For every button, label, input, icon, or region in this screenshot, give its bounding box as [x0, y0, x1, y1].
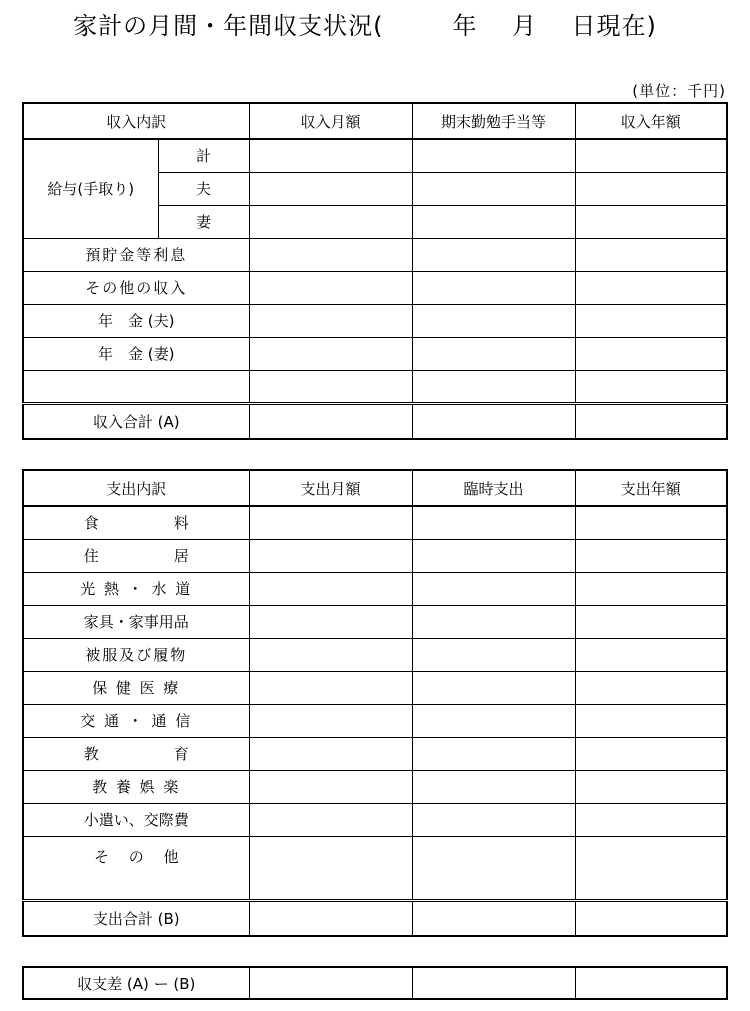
table-row: [23, 671, 727, 704]
input-cell[interactable]: [249, 271, 412, 304]
input-cell[interactable]: [575, 737, 727, 770]
input-cell[interactable]: [575, 139, 727, 172]
expense-total-row: [23, 900, 727, 936]
input-cell[interactable]: [249, 172, 412, 205]
table-row: [23, 238, 727, 271]
row-label: 教 養 娯 楽: [23, 770, 249, 803]
input-cell[interactable]: [575, 271, 727, 304]
salary-sub-total: 計: [158, 139, 249, 172]
input-cell[interactable]: [575, 836, 727, 900]
input-cell[interactable]: [412, 370, 575, 403]
input-cell[interactable]: [412, 539, 575, 572]
input-cell[interactable]: [412, 304, 575, 337]
table-row: [23, 370, 727, 403]
unit-label: (単位：千円): [632, 82, 726, 100]
input-cell[interactable]: [575, 900, 727, 936]
input-cell[interactable]: [412, 967, 575, 999]
input-cell[interactable]: [575, 205, 727, 238]
table-row: [23, 271, 727, 304]
input-cell[interactable]: [575, 172, 727, 205]
table-row: [23, 506, 727, 539]
difference-table: [22, 966, 728, 1000]
difference-label: 収支差 (A) ー (B): [23, 967, 249, 999]
difference-row: [23, 967, 727, 999]
table-row: [23, 803, 727, 836]
row-label: 光 熱 ・ 水 道: [23, 572, 249, 605]
table-row: [23, 737, 727, 770]
title-month: 月: [512, 12, 538, 40]
input-cell[interactable]: [412, 271, 575, 304]
income-header-annual: 収入年額: [575, 103, 727, 139]
input-cell[interactable]: [575, 304, 727, 337]
table-row: [23, 539, 727, 572]
input-cell[interactable]: [575, 403, 727, 439]
row-label: 家具・家事用品: [23, 605, 249, 638]
input-cell[interactable]: [575, 671, 727, 704]
income-total-row: [23, 403, 727, 439]
income-total-label: 収入合計 (A): [23, 403, 249, 439]
input-cell[interactable]: [412, 836, 575, 900]
input-cell[interactable]: [249, 370, 412, 403]
input-cell[interactable]: [249, 605, 412, 638]
table-row: [23, 836, 727, 900]
input-cell[interactable]: [575, 572, 727, 605]
input-cell[interactable]: [249, 967, 412, 999]
input-cell[interactable]: [412, 172, 575, 205]
input-cell[interactable]: [249, 403, 412, 439]
input-cell[interactable]: [249, 139, 412, 172]
expense-header-row: [23, 470, 727, 506]
input-cell[interactable]: [575, 605, 727, 638]
expense-total-label: 支出合計 (B): [23, 900, 249, 936]
expense-header-monthly: 支出月額: [249, 470, 412, 506]
title-year: 年: [452, 12, 478, 40]
input-cell[interactable]: [249, 205, 412, 238]
expense-table: [22, 469, 728, 937]
input-cell[interactable]: [412, 900, 575, 936]
row-label: 年 金 (妻): [23, 337, 249, 370]
input-cell[interactable]: [575, 539, 727, 572]
input-cell[interactable]: [575, 704, 727, 737]
input-cell[interactable]: [249, 704, 412, 737]
input-cell[interactable]: [249, 572, 412, 605]
input-cell[interactable]: [249, 539, 412, 572]
table-row: [23, 337, 727, 370]
row-label: そ の 他: [23, 836, 249, 900]
income-header-breakdown: 収入内訳: [23, 103, 249, 139]
input-cell[interactable]: [249, 803, 412, 836]
table-row: [23, 770, 727, 803]
income-header-row: [23, 103, 727, 139]
input-cell[interactable]: [575, 506, 727, 539]
expense-header-annual: 支出年額: [575, 470, 727, 506]
income-table: [22, 102, 728, 440]
input-cell[interactable]: [575, 803, 727, 836]
input-cell[interactable]: [412, 638, 575, 671]
row-label: その他の収入: [23, 271, 249, 304]
input-cell[interactable]: [249, 737, 412, 770]
input-cell[interactable]: [412, 506, 575, 539]
input-cell[interactable]: [412, 337, 575, 370]
input-cell[interactable]: [412, 704, 575, 737]
title-main: 家計の月間・年間収支状況(: [73, 12, 384, 40]
input-cell[interactable]: [249, 836, 412, 900]
input-cell[interactable]: [575, 337, 727, 370]
input-cell[interactable]: [249, 900, 412, 936]
input-cell[interactable]: [575, 370, 727, 403]
input-cell[interactable]: [249, 337, 412, 370]
row-label: 教 育: [23, 737, 249, 770]
income-header-bonus: 期末勤勉手当等: [412, 103, 575, 139]
table-row: [23, 572, 727, 605]
row-label: 被服及び履物: [23, 638, 249, 671]
salary-label: 給与(手取り): [23, 139, 158, 238]
row-label: 年 金 (夫): [23, 304, 249, 337]
input-cell[interactable]: [249, 770, 412, 803]
input-cell[interactable]: [575, 967, 727, 999]
input-cell[interactable]: [412, 770, 575, 803]
salary-sub-wife: 妻: [158, 205, 249, 238]
input-cell[interactable]: [249, 671, 412, 704]
input-cell[interactable]: [249, 506, 412, 539]
input-cell[interactable]: [412, 238, 575, 271]
input-cell[interactable]: [412, 572, 575, 605]
table-row: [23, 139, 727, 172]
table-row: [23, 638, 727, 671]
row-label: 預貯金等利息: [23, 238, 249, 271]
input-cell[interactable]: [412, 803, 575, 836]
input-cell[interactable]: [412, 403, 575, 439]
table-row: [23, 304, 727, 337]
table-row: [23, 605, 727, 638]
income-header-monthly: 収入月額: [249, 103, 412, 139]
input-cell[interactable]: [249, 304, 412, 337]
row-label: 住 居: [23, 539, 249, 572]
input-cell[interactable]: [575, 638, 727, 671]
input-cell[interactable]: [249, 638, 412, 671]
input-cell[interactable]: [249, 238, 412, 271]
salary-sub-husband: 夫: [158, 172, 249, 205]
title-day: 日現在): [571, 12, 657, 40]
row-label: 交 通 ・ 通 信: [23, 704, 249, 737]
input-cell[interactable]: [575, 238, 727, 271]
expense-header-temporary: 臨時支出: [412, 470, 575, 506]
input-cell[interactable]: [412, 671, 575, 704]
input-cell[interactable]: [412, 737, 575, 770]
row-label: 食 料: [23, 506, 249, 539]
row-label: 保 健 医 療: [23, 671, 249, 704]
input-cell[interactable]: [412, 605, 575, 638]
table-row: [23, 704, 727, 737]
input-cell[interactable]: [412, 139, 575, 172]
row-label: 小遣い、交際費: [23, 803, 249, 836]
input-cell[interactable]: [412, 205, 575, 238]
input-cell[interactable]: [575, 770, 727, 803]
expense-header-breakdown: 支出内訳: [23, 470, 249, 506]
row-label-blank[interactable]: [23, 370, 249, 403]
page-title: [0, 6, 730, 41]
